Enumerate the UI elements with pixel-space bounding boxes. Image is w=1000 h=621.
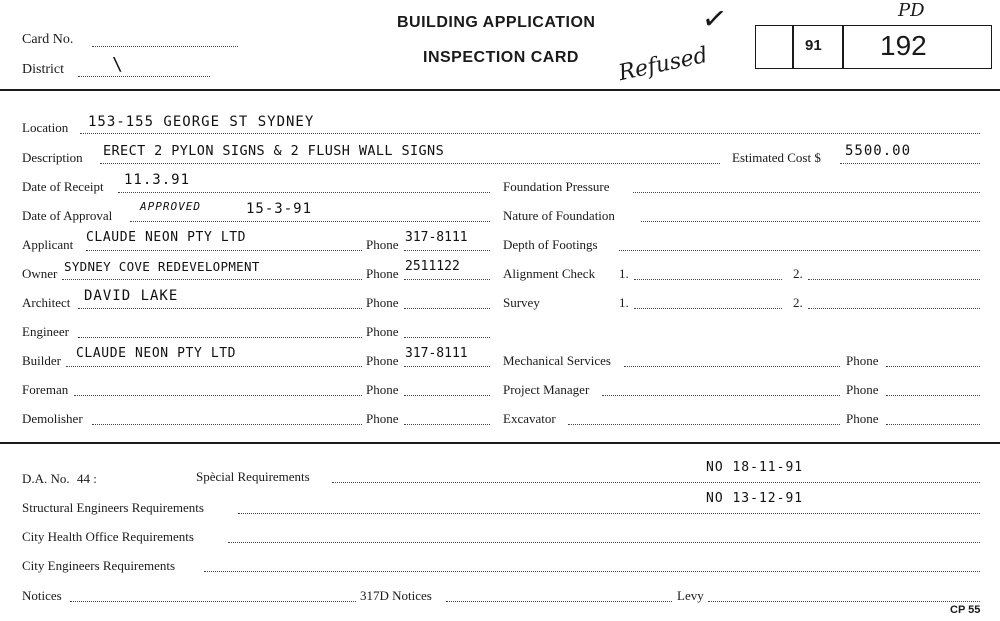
foundation-pressure-label: Foundation Pressure	[503, 179, 610, 194]
structural-value: NO 13-12-91	[706, 491, 804, 506]
builder-phone-label: Phone	[366, 353, 399, 368]
structural-field[interactable]	[238, 502, 980, 514]
owner-label: Owner	[22, 266, 58, 281]
engineer-phone-label: Phone	[366, 324, 399, 339]
depth-footings-label: Depth of Footings	[503, 237, 598, 252]
special-value: NO 18-11-91	[706, 460, 804, 475]
architect-label: Architect	[22, 295, 71, 310]
owner-phone-label: Phone	[366, 266, 399, 281]
excavator-phone-label: Phone	[846, 411, 879, 426]
estimated-cost-label: Estimated Cost $	[732, 150, 821, 165]
city-eng-field[interactable]	[204, 560, 980, 572]
notices-317d-label: 317D Notices	[360, 588, 432, 603]
box-divider-left	[792, 25, 794, 69]
alignment-label: Alignment Check	[503, 266, 596, 281]
demolisher-phone-label: Phone	[366, 411, 399, 426]
applicant-phone-value: 317-8111	[405, 230, 468, 245]
levy-field[interactable]	[708, 590, 980, 602]
survey-field-1[interactable]	[634, 297, 782, 309]
structural-label: Structural Engineers Requirements	[22, 500, 204, 515]
builder-label: Builder	[22, 353, 61, 368]
depth-footings-field[interactable]	[619, 239, 980, 251]
header-rule	[0, 89, 1000, 91]
nature-foundation-field[interactable]	[641, 210, 980, 222]
foreman-field[interactable]	[74, 384, 362, 396]
mechanical-phone-label: Phone	[846, 353, 879, 368]
box-small-number: 91	[805, 37, 822, 54]
levy-label: Levy	[677, 588, 704, 603]
architect-value: DAVID LAKE	[84, 288, 179, 304]
nature-foundation-label: Nature of Foundation	[503, 208, 615, 223]
owner-phone-value: 2511122	[405, 259, 460, 274]
demolisher-label: Demolisher	[22, 411, 83, 426]
card-no-label: Card No.	[22, 32, 74, 47]
alignment-num1: 1.	[619, 266, 629, 281]
builder-phone-value: 317-8111	[405, 346, 468, 361]
owner-value: SYDNEY COVE REDEVELOPMENT	[64, 259, 260, 274]
foundation-pressure-field[interactable]	[633, 181, 980, 193]
checkmark-icon: ✓	[699, 0, 730, 39]
approval-label: Date of Approval	[22, 208, 113, 223]
da-label: D.A. No.	[22, 471, 70, 486]
applicant-phone-label: Phone	[366, 237, 399, 252]
receipt-value: 11.3.91	[124, 172, 191, 188]
card-number-box	[755, 25, 992, 69]
receipt-label: Date of Receipt	[22, 179, 104, 194]
approval-stamp: APPROVED	[140, 200, 201, 213]
health-field[interactable]	[228, 531, 980, 543]
builder-value: CLAUDE NEON PTY LTD	[76, 346, 237, 361]
foreman-label: Foreman	[22, 382, 69, 397]
excavator-field[interactable]	[568, 413, 840, 425]
project-manager-field[interactable]	[602, 384, 840, 396]
project-manager-phone-label: Phone	[846, 382, 879, 397]
district-field[interactable]	[78, 65, 210, 77]
alignment-field-2[interactable]	[808, 268, 980, 280]
survey-label: Survey	[503, 295, 540, 310]
district-value: \	[112, 54, 124, 75]
survey-field-2[interactable]	[808, 297, 980, 309]
location-value: 153-155 GEORGE ST SYDNEY	[88, 114, 315, 130]
mechanical-phone-field[interactable]	[886, 355, 980, 367]
special-label: Spècial Requirements	[196, 469, 310, 484]
da-value: 44 :	[77, 471, 97, 486]
excavator-label: Excavator	[503, 411, 556, 426]
city-eng-label: City Engineers Requirements	[22, 558, 176, 573]
project-manager-label: Project Manager	[503, 382, 590, 397]
engineer-label: Engineer	[22, 324, 69, 339]
architect-phone-label: Phone	[366, 295, 399, 310]
mechanical-label: Mechanical Services	[503, 353, 611, 368]
special-field[interactable]	[332, 471, 980, 483]
form-title-line1: BUILDING APPLICATION	[397, 14, 596, 31]
description-value: ERECT 2 PYLON SIGNS & 2 FLUSH WALL SIGNS	[103, 143, 445, 159]
form-code: CP 55	[950, 604, 981, 616]
mechanical-field[interactable]	[624, 355, 840, 367]
demolisher-phone-field[interactable]	[404, 413, 490, 425]
alignment-num2: 2.	[793, 266, 803, 281]
district-label: District	[22, 62, 64, 77]
box-divider-right	[842, 25, 844, 69]
notices-label: Notices	[22, 588, 62, 603]
form-title-line2: INSPECTION CARD	[423, 49, 579, 66]
description-label: Description	[22, 150, 83, 165]
engineer-phone-field[interactable]	[404, 326, 490, 338]
demolisher-field[interactable]	[92, 413, 362, 425]
engineer-field[interactable]	[78, 326, 362, 338]
section-rule	[0, 442, 1000, 444]
excavator-phone-field[interactable]	[886, 413, 980, 425]
pd-note: PD	[898, 0, 925, 21]
health-label: City Health Office Requirements	[22, 529, 194, 544]
survey-num2: 2.	[793, 295, 803, 310]
refused-note: Refused	[616, 42, 710, 87]
applicant-label: Applicant	[22, 237, 74, 252]
foreman-phone-field[interactable]	[404, 384, 490, 396]
estimated-cost-value: 5500.00	[845, 143, 912, 159]
alignment-field-1[interactable]	[634, 268, 782, 280]
location-label: Location	[22, 120, 69, 135]
card-no-field[interactable]	[92, 35, 238, 47]
project-manager-phone-field[interactable]	[886, 384, 980, 396]
notices-field[interactable]	[70, 590, 356, 602]
architect-phone-field[interactable]	[404, 297, 490, 309]
survey-num1: 1.	[619, 295, 629, 310]
approval-value: 15-3-91	[246, 201, 313, 217]
notices-317d-field[interactable]	[446, 590, 672, 602]
applicant-value: CLAUDE NEON PTY LTD	[86, 230, 247, 245]
box-card-number: 192	[880, 30, 927, 61]
foreman-phone-label: Phone	[366, 382, 399, 397]
